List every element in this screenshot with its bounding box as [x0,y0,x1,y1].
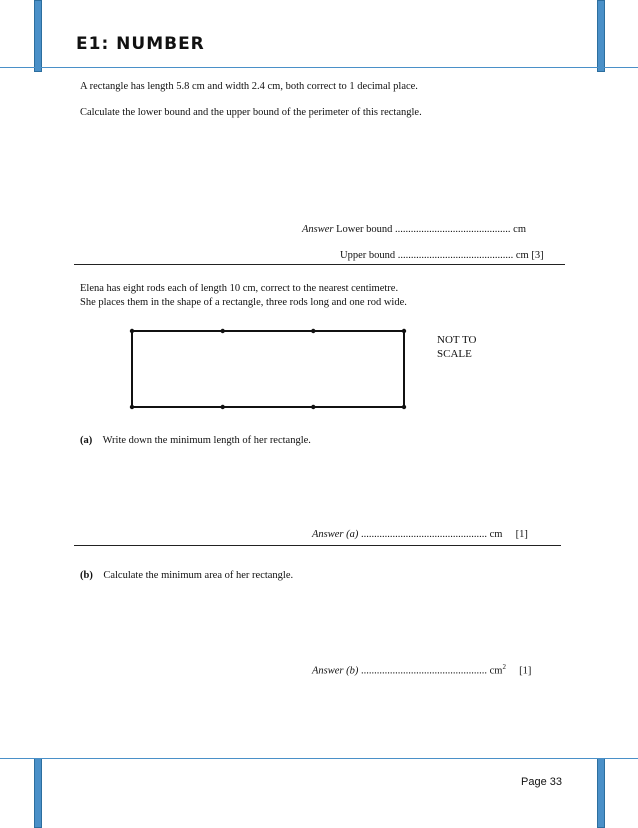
answer-a-field[interactable]: ................................................ [361,529,487,540]
part-a [80,434,311,448]
part-b-text: Calculate the minimum area of her rectangle. [103,570,294,581]
q2-line2: She places them in the shape of a rectangle, three rods long and one rod wide. [80,297,407,308]
rod-joint [311,405,315,409]
rod-joint [130,329,134,333]
answer-a-unit: cm [489,529,503,540]
q1-line2: Calculate the lower bound and the upper bound of the perimeter of this rectangle. [80,107,422,118]
lower-bound-label: Lower bound [336,224,393,235]
top-right-bar [597,0,605,72]
rod-joint [311,329,315,333]
top-left-bar [34,0,42,72]
part-a-label: (a) [80,435,93,446]
q1-separator [74,264,565,265]
q1-line1: A rectangle has length 5.8 cm and width 2.4 cm, both correct to 1 decimal place. [80,81,418,92]
rod-joint [221,405,225,409]
answer-a [312,528,528,542]
rod-rectangle [132,331,404,407]
rod-joint [221,329,225,333]
answer-b-prefix: Answer (b) [312,665,359,677]
rod-joint [402,329,406,333]
rod-rectangle-diagram [126,325,412,415]
answer-b-marks: [1] [519,665,532,677]
bottom-right-bar [597,758,605,828]
q2-line1: Elena has eight rods each of length 10 cm, correct to the nearest centimetre. [80,283,399,294]
upper-bound-label: Upper bound [340,250,396,261]
rod-joint [130,405,134,409]
part-b-label: (b) [80,570,93,581]
answer-b [312,660,531,679]
answer-b-unit: cm [489,665,503,677]
not-to-scale-line1: NOT TO [437,334,477,346]
answer-b-field[interactable]: ................................................ [361,665,487,677]
answer-a-marks: [1] [515,529,528,540]
header-title: E1: NUMBER [76,34,205,54]
header-rule [0,67,638,68]
answer-b-unit-exponent: 2 [502,663,506,671]
bottom-left-bar [34,758,42,828]
part-b [80,569,293,583]
q1-answer-upper [340,249,544,263]
part-a-separator [74,545,561,546]
upper-bound-field[interactable]: ............................................ [397,250,514,261]
part-a-text: Write down the minimum length of her rectangle. [102,435,311,446]
footer-rule [0,758,638,759]
lower-bound-field[interactable]: ............................................ [395,224,511,235]
rod-joint [402,405,406,409]
upper-bound-unit: cm [3] [515,250,544,261]
not-to-scale-line2: SCALE [437,348,472,360]
answer-word: Answer [302,224,334,235]
lower-bound-unit: cm [513,224,526,235]
q1-answer-lower [302,223,526,237]
answer-a-prefix: Answer (a) [312,529,359,540]
page-number: Page 33 [521,776,562,788]
